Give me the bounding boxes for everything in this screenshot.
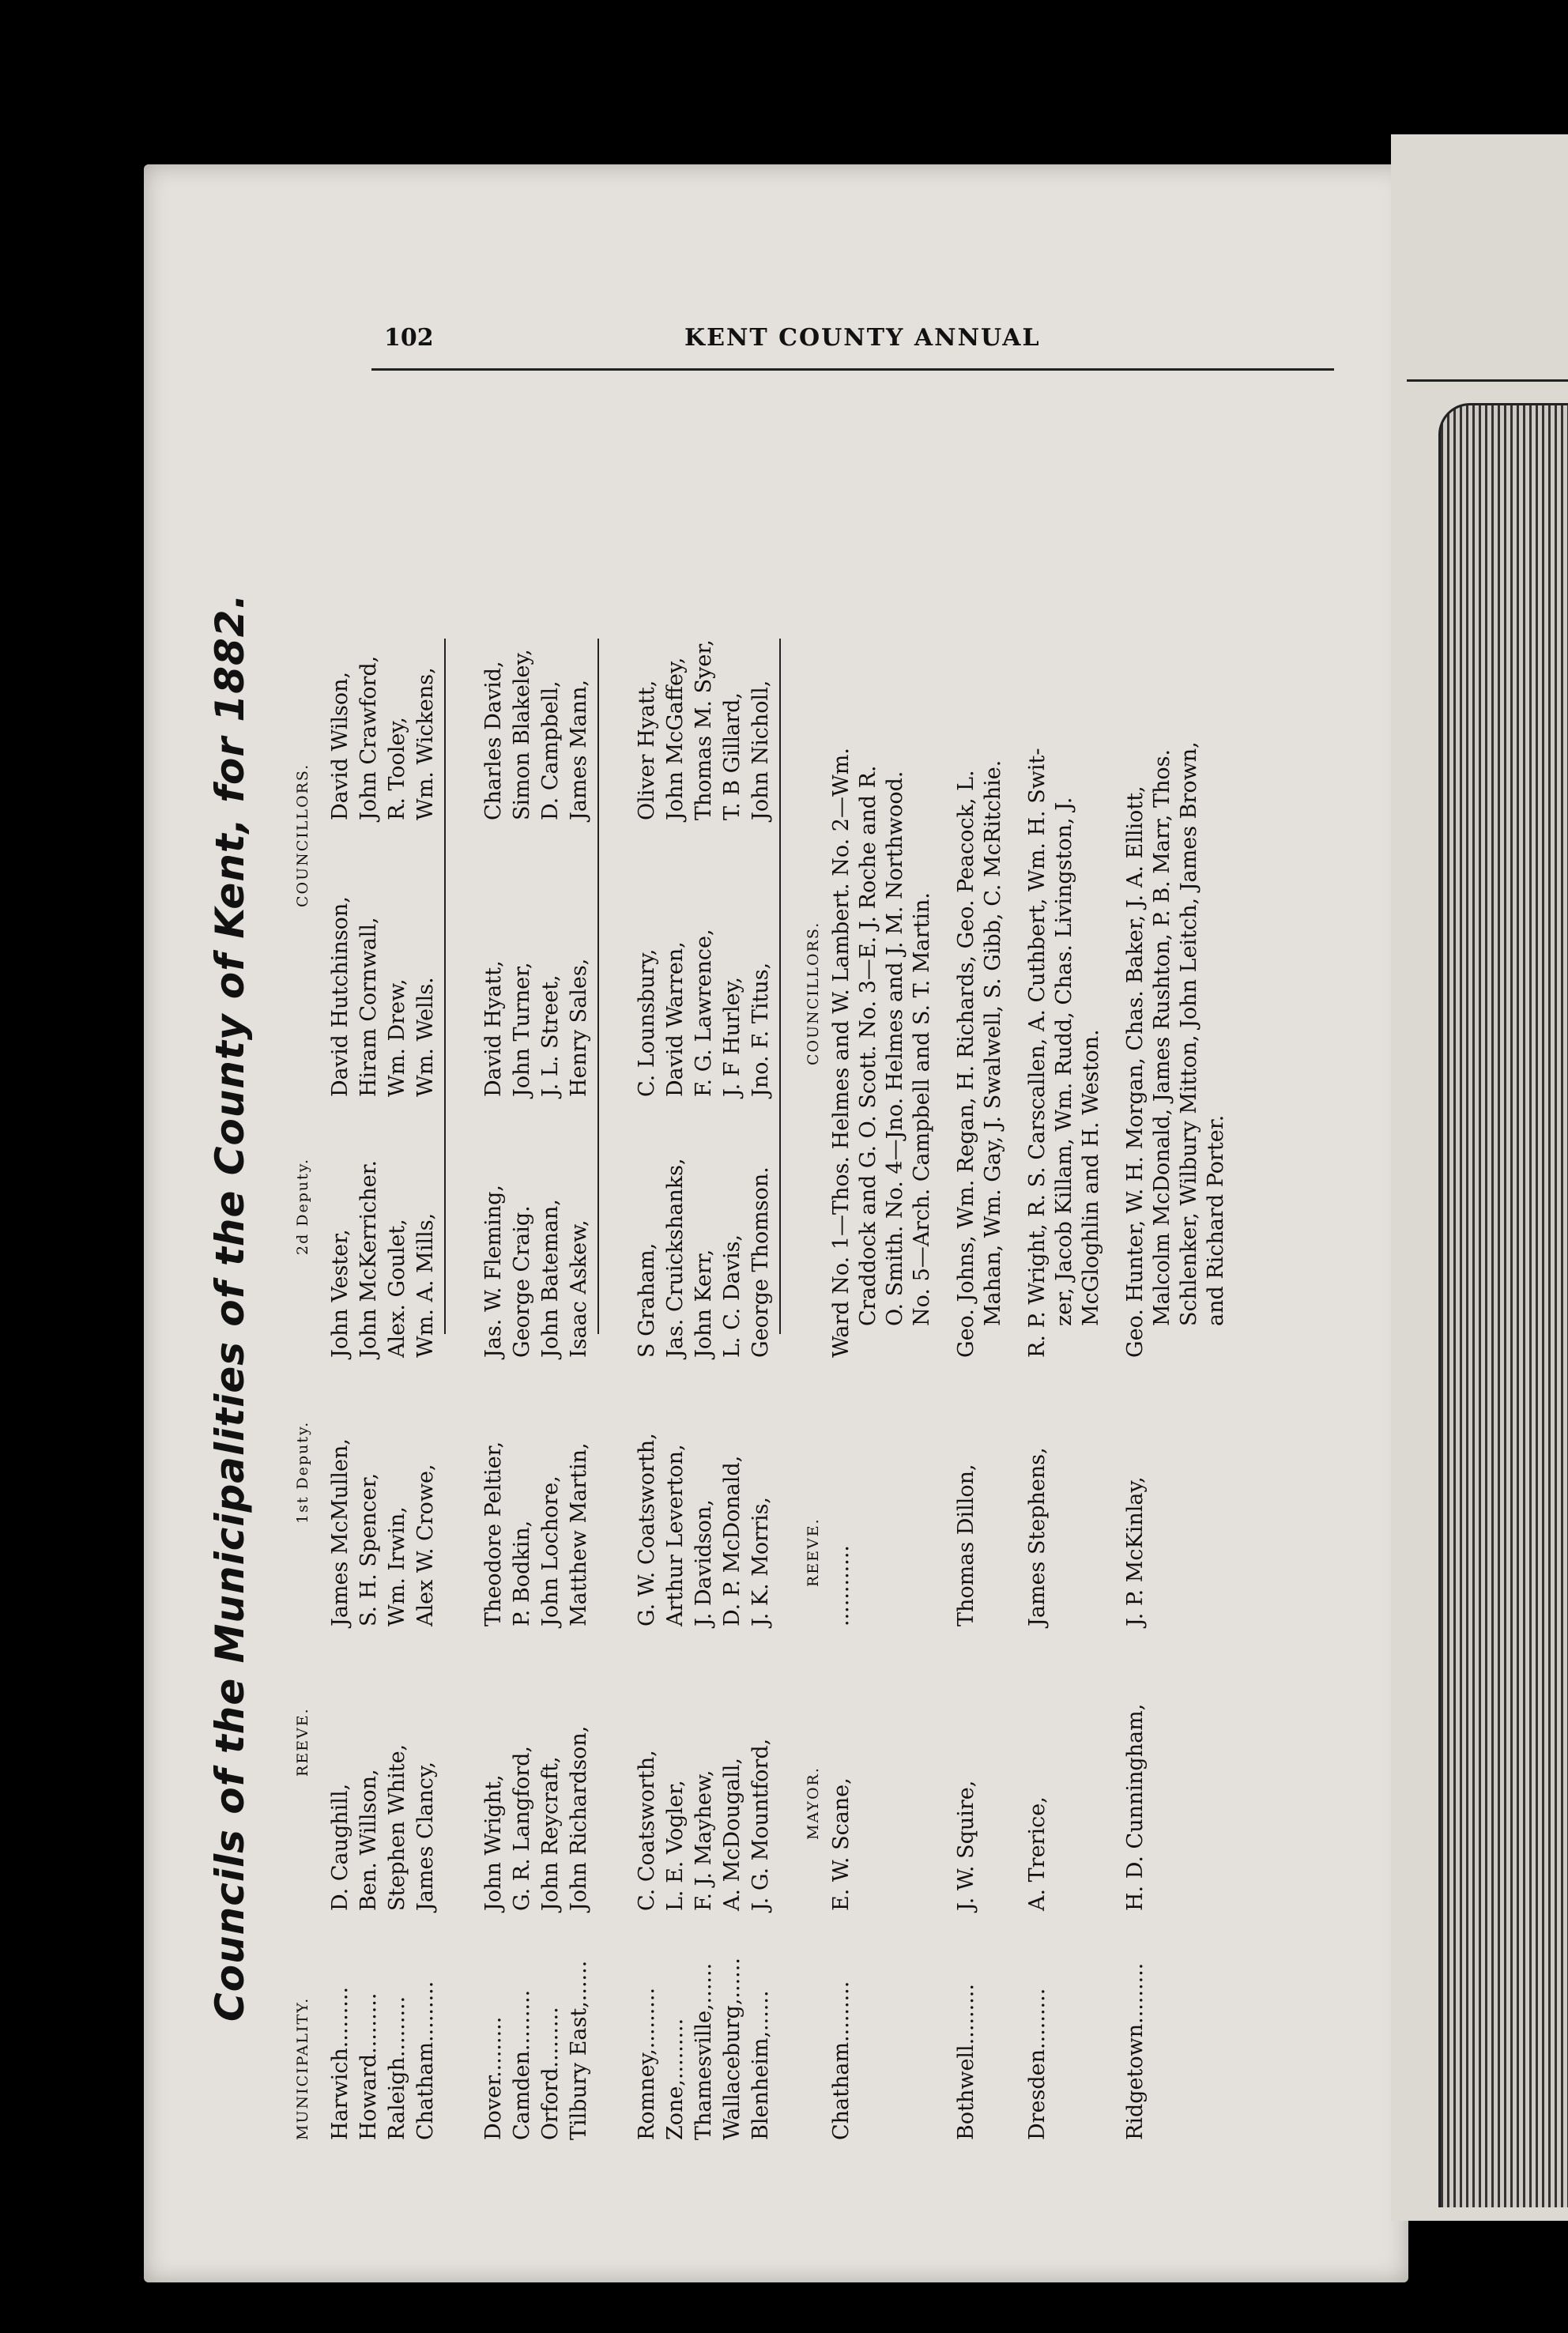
cell-d2: George Craig. [510, 1205, 534, 1358]
town-reeve: ............ [829, 1545, 854, 1626]
cell-d1: S. H. Spencer, [356, 1472, 381, 1626]
cell-r: C. Coatsworth, [635, 1750, 659, 1911]
cell-m: Harwich......... [328, 1986, 352, 2140]
cell-d1: J. Davidson, [692, 1499, 716, 1626]
cell-r: F. J. Mayhew, [692, 1770, 716, 1911]
cell-c1: F. G. Lawrence, [692, 929, 716, 1097]
cell-r: G. R. Langford, [510, 1746, 534, 1911]
cell-d1: G. W. Coatsworth, [635, 1433, 659, 1626]
cell-d2: S Graham, [635, 1242, 659, 1358]
cell-c1: John Turner, [510, 962, 534, 1097]
cell-c1: Jno. F. Titus, [748, 962, 773, 1097]
cell-c1: David Hyatt, [481, 960, 506, 1097]
cell-d1: P. Bodkin, [510, 1520, 534, 1626]
cell-m: Thamesville,...... [692, 1962, 716, 2140]
town-councillors-line: No. 5—Arch. Campbell and S. T. Martin. [910, 892, 934, 1326]
cell-d2: Jas. Cruickshanks, [663, 1158, 688, 1358]
cell-m: Wallaceburg,...... [720, 1958, 744, 2140]
cell-c1: David Hutchinson, [328, 896, 352, 1097]
cell-c1: Hiram Cornwall, [356, 917, 381, 1097]
cell-c2: James Mann, [567, 679, 591, 820]
cell-d1: J. K. Morris, [748, 1496, 773, 1626]
cell-r: L. E. Vogler, [663, 1780, 688, 1911]
cell-c2: John Nicholl, [748, 680, 773, 820]
adjacent-page [1391, 134, 1568, 2221]
cell-r: John Reycraft, [538, 1756, 563, 1911]
cell-r: John Richardson, [567, 1725, 591, 1911]
cell-c2: John McGaffey, [663, 657, 688, 820]
cell-m: Orford......... [538, 2007, 563, 2140]
town-councillors-line: Geo. Johns, Wm. Regan, H. Richards, Geo. Peacock, L. [954, 770, 978, 1358]
cell-d1: Arthur Leverton, [663, 1444, 688, 1626]
cell-m: Zone,......... [663, 2018, 688, 2140]
running-head: KENT COUNTY ANNUAL [684, 324, 1041, 352]
cell-d2: Wm. A. Mills, [413, 1212, 438, 1358]
cell-m: Blenheim,...... [748, 1990, 773, 2140]
cell-c2: D. Campbell, [538, 680, 563, 820]
town-councillors-line: O. Smith. No. 4—Jno. Helmes and J. M. Northwood. [883, 771, 907, 1326]
header-first-deputy: 1st Deputy. [294, 1420, 311, 1524]
cell-m: Raleigh......... [385, 1996, 409, 2140]
cell-c1: C. Lounsbury, [635, 948, 659, 1097]
cell-c2: John Crawford, [356, 655, 381, 820]
councillors-bracket [444, 639, 446, 1334]
cell-c2: Simon Blakeley, [510, 649, 534, 820]
cell-d2: L. C. Davis, [720, 1234, 744, 1358]
cell-r: James Clancy, [413, 1761, 438, 1911]
town-reeve: James Stephens, [1025, 1447, 1050, 1626]
cell-c1: J. F Hurley, [720, 977, 744, 1097]
cell-c2: R. Tooley, [385, 717, 409, 820]
town-m: Dresden......... [1025, 1988, 1050, 2140]
header-councillors-town: COUNCILLORS. [805, 921, 822, 1065]
councillors-bracket [597, 639, 599, 1334]
town-councillors-line: Ward No. 1—Thos. Helmes and W. Lambert. No. 2—Wm. [829, 748, 854, 1358]
town-mayor: E. W. Scane, [829, 1777, 854, 1911]
cell-d2: John Vester, [328, 1229, 352, 1358]
town-councillors-line: Schlenker, Wilbury Mitton, John Leitch, James Brown, [1177, 741, 1201, 1326]
cell-m: Howard......... [356, 1992, 381, 2140]
cell-r: Stephen White, [385, 1743, 409, 1911]
header-second-deputy: 2d Deputy. [294, 1157, 311, 1255]
cell-m: Camden......... [510, 1989, 534, 2140]
cell-d2: George Thomson. [748, 1166, 773, 1358]
cell-r: J. G. Mountford, [748, 1738, 773, 1911]
cell-d1: James McMullen, [328, 1438, 352, 1626]
header-municipality: MUNICIPALITY. [294, 1996, 311, 2140]
cell-d1: Alex W. Crowe, [413, 1464, 438, 1626]
town-councillors-line: Malcolm McDonald, James Rushton, P. B. Marr, Thos. [1150, 748, 1174, 1326]
header-councillors: COUNCILLORS. [294, 763, 311, 907]
cell-m: Romney,......... [635, 1987, 659, 2140]
town-m: Bothwell......... [954, 1984, 978, 2140]
town-councillors-line: and Richard Porter. [1204, 1114, 1228, 1326]
cell-c2: Charles David, [481, 661, 506, 820]
cell-d1: Theodore Peltier, [481, 1441, 506, 1626]
town-mayor: A. Trerice, [1025, 1796, 1050, 1911]
cell-c1: J. L. Street, [538, 974, 563, 1097]
cell-c1: Henry Sales, [567, 958, 591, 1097]
cell-m: Chatham......... [413, 1981, 438, 2140]
adjacent-rule [1407, 379, 1568, 382]
header-reeve-town: REEVE. [805, 1517, 822, 1587]
cell-d2: John McKerricher. [356, 1159, 381, 1358]
cell-c2: T. B Gillard, [720, 692, 744, 820]
header-rule [371, 368, 1334, 371]
cell-d1: John Lochore, [538, 1476, 563, 1626]
town-councillors-line: Mahan, Wm. Gay, J. Swalwell, S. Gibb, C. McRitchie. [981, 759, 1005, 1326]
cell-r: D. Caughill, [328, 1783, 352, 1911]
page-sheet [144, 164, 1408, 2282]
cell-d2: Alex. Goulet, [385, 1219, 409, 1358]
cell-r: A. McDougall, [720, 1758, 744, 1911]
cell-c2: Thomas M. Syer, [692, 639, 716, 820]
rotated-content [144, 164, 1408, 2282]
cell-m: Dover......... [481, 2016, 506, 2140]
header-reeve: REEVE. [294, 1707, 311, 1777]
town-m: Chatham......... [829, 1981, 854, 2140]
header-mayor: MAYOR. [805, 1766, 822, 1840]
councillors-bracket [779, 639, 781, 1334]
town-m: Ridgetown......... [1123, 1962, 1148, 2140]
town-councillors-line: McGloghlin and H. Weston. [1079, 1029, 1103, 1326]
cell-d1: Matthew Martin, [567, 1442, 591, 1626]
town-councillors-line: R. P. Wright, R. S. Carscallen, A. Cuthbert, Wm. H. Swit- [1025, 748, 1050, 1358]
town-councillors-line: zer, Jacob Killam, Wm. Rudd, Chas. Livingston, J. [1052, 797, 1076, 1326]
town-mayor: H. D. Cunningham, [1123, 1703, 1148, 1911]
cell-d2: Jas. W. Fleming, [481, 1185, 506, 1358]
page-number: 102 [384, 324, 434, 352]
town-councillors-line: Geo. Hunter, W. H. Morgan, Chas. Baker, J. A. Elliott, [1123, 786, 1148, 1358]
cell-d1: D. P. McDonald, [720, 1455, 744, 1626]
town-councillors-line: Craddock and G. O. Scott. No. 3—E. J. Roche and R. [856, 765, 880, 1326]
town-reeve: J. P. McKinlay, [1123, 1476, 1148, 1626]
cell-d1: Wm. Irwin, [385, 1506, 409, 1626]
cell-c1: David Warren, [663, 941, 688, 1097]
cell-c1: Wm. Wells. [413, 977, 438, 1097]
cell-d2: John Kerr, [692, 1249, 716, 1358]
page-title: Councils of the Municipalities of the County of Kent, for 1882. [207, 593, 253, 2022]
engraving-illustration [1438, 403, 1568, 2207]
cell-m: Tilbury East,...... [567, 1960, 591, 2140]
cell-r: Ben. Willson, [356, 1769, 381, 1911]
town-mayor: J. W. Squire, [954, 1780, 978, 1911]
cell-r: John Wright, [481, 1774, 506, 1911]
cell-c2: David Wilson, [328, 671, 352, 820]
cell-c1: Wm. Drew, [385, 978, 409, 1097]
cell-c2: Wm. Wickens, [413, 667, 438, 820]
town-reeve: Thomas Dillon, [954, 1464, 978, 1626]
cell-d2: Isaac Askew, [567, 1219, 591, 1358]
cell-c2: Oliver Hyatt, [635, 680, 659, 820]
cell-d2: John Bateman, [538, 1199, 563, 1358]
